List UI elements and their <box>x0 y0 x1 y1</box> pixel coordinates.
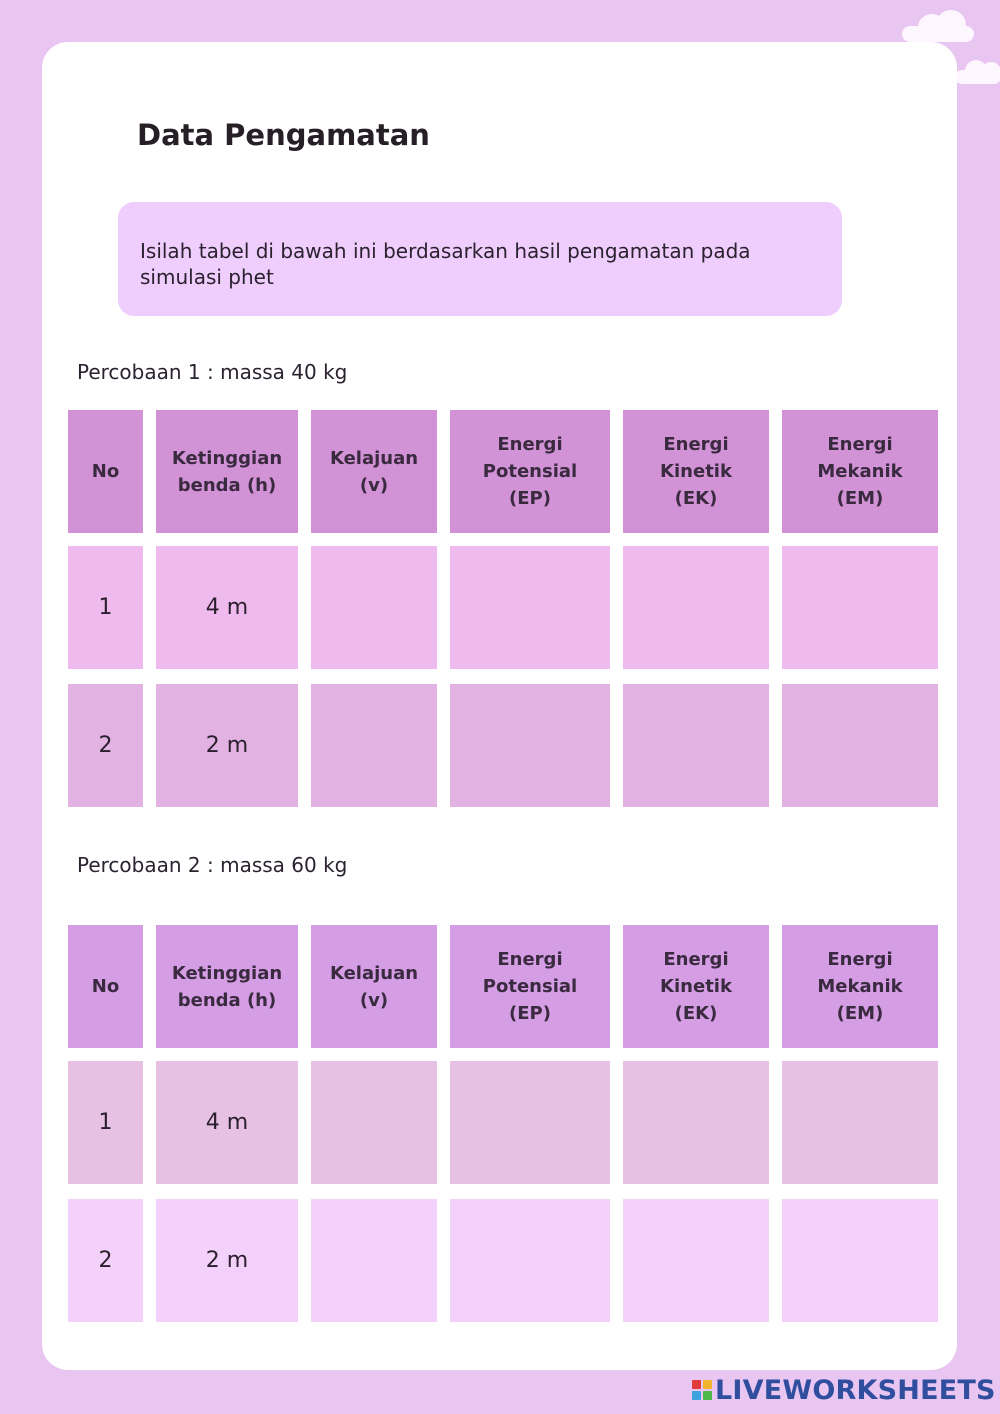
header-kinetic-energy: Energi Kinetik (EK) <box>623 410 769 533</box>
answer-field-mechanical-energy[interactable] <box>782 684 938 807</box>
liveworksheets-logo <box>692 1374 996 1406</box>
header-kinetic-energy: Energi Kinetik (EK) <box>623 925 769 1048</box>
answer-field-kinetic-energy[interactable] <box>623 1061 769 1184</box>
header-potential-energy: Energi Potensial (EP) <box>450 925 610 1048</box>
header-no: No <box>68 925 143 1048</box>
instruction-box <box>118 202 842 316</box>
cell-no: 2 <box>68 1199 143 1322</box>
header-speed: Kelajuan (v) <box>311 925 437 1048</box>
answer-field-mechanical-energy[interactable] <box>782 546 938 669</box>
answer-field-potential-energy[interactable] <box>450 1061 610 1184</box>
answer-field-kinetic-energy[interactable] <box>623 684 769 807</box>
answer-field-potential-energy[interactable] <box>450 684 610 807</box>
answer-field-kinetic-energy[interactable] <box>623 546 769 669</box>
cell-height: 2 m <box>156 1199 298 1322</box>
cell-no: 2 <box>68 684 143 807</box>
answer-field-speed[interactable] <box>311 684 437 807</box>
answer-field-speed[interactable] <box>311 1061 437 1184</box>
header-height: Ketinggian benda (h) <box>156 925 298 1048</box>
header-speed: Kelajuan (v) <box>311 410 437 533</box>
answer-field-speed[interactable] <box>311 1199 437 1322</box>
cell-no: 1 <box>68 1061 143 1184</box>
answer-field-potential-energy[interactable] <box>450 1199 610 1322</box>
answer-field-mechanical-energy[interactable] <box>782 1061 938 1184</box>
cell-height: 2 m <box>156 684 298 807</box>
header-mechanical-energy: Energi Mekanik (EM) <box>782 410 938 533</box>
experiment-1-label: Percobaan 1 : massa 40 kg <box>77 360 348 384</box>
header-height: Ketinggian benda (h) <box>156 410 298 533</box>
header-mechanical-energy: Energi Mekanik (EM) <box>782 925 938 1048</box>
answer-field-potential-energy[interactable] <box>450 546 610 669</box>
answer-field-speed[interactable] <box>311 546 437 669</box>
logo-text: LIVEWORKSHEETS <box>715 1374 996 1406</box>
header-no: No <box>68 410 143 533</box>
answer-field-mechanical-energy[interactable] <box>782 1199 938 1322</box>
header-potential-energy: Energi Potensial (EP) <box>450 410 610 533</box>
cell-height: 4 m <box>156 546 298 669</box>
cloud-decoration <box>955 70 1000 84</box>
instruction-text: Isilah tabel di bawah ini berdasarkan hasil pengamatan pada simulasi phet <box>140 239 751 289</box>
cell-no: 1 <box>68 546 143 669</box>
page-title: Data Pengamatan <box>137 118 430 152</box>
cell-height: 4 m <box>156 1061 298 1184</box>
answer-field-kinetic-energy[interactable] <box>623 1199 769 1322</box>
cloud-decoration <box>902 26 974 42</box>
experiment-2-label: Percobaan 2 : massa 60 kg <box>77 853 348 877</box>
liveworksheets-squares-icon <box>692 1380 712 1400</box>
